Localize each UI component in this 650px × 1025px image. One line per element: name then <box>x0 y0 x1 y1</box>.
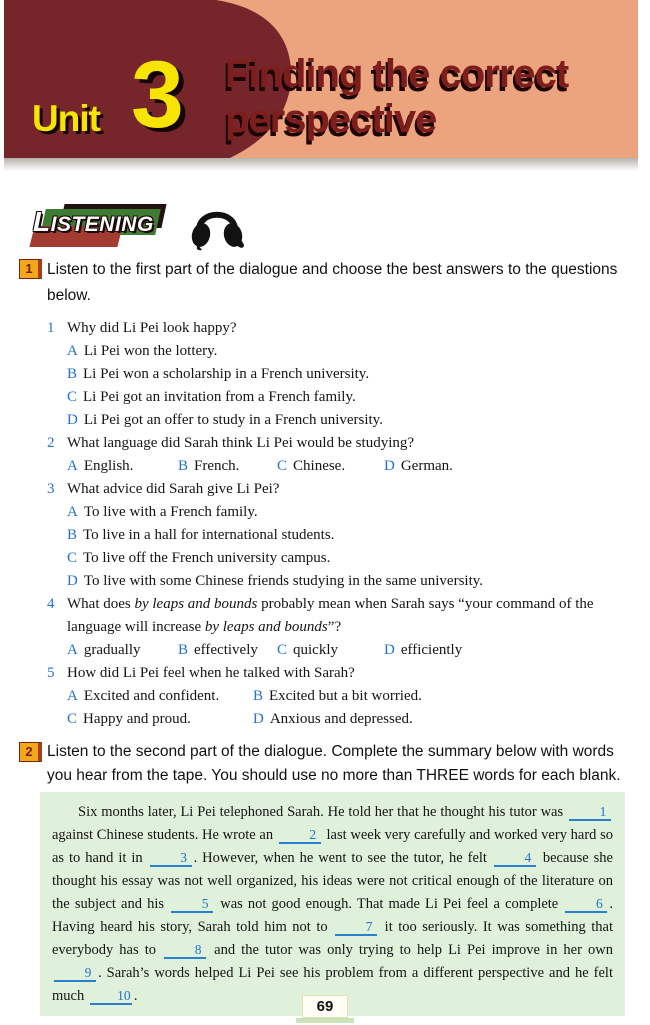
header-wrap <box>0 0 650 158</box>
option-text: Li Pei got an offer to study in a French university. <box>83 412 383 428</box>
option-4-B <box>178 639 277 662</box>
section-2 <box>25 740 630 788</box>
question-text <box>67 432 630 455</box>
option-letter: B <box>67 366 78 382</box>
option-text: Excited but a bit worried. <box>269 688 422 704</box>
question-2 <box>47 432 630 478</box>
option-text: Li Pei got an invitation from a French family. <box>83 389 356 405</box>
question-number: 3 <box>47 481 55 497</box>
italic-phrase: by leaps and bounds <box>204 619 328 635</box>
page-number: 69 <box>302 995 348 1018</box>
option-text: Chinese. <box>293 458 346 474</box>
page-footer <box>0 995 650 1023</box>
option-letter: D <box>384 458 395 474</box>
option-5-D <box>253 708 630 731</box>
option-letter: C <box>67 389 78 405</box>
option-text: gradually <box>83 642 141 658</box>
answer-blank-3: 3 <box>150 851 192 867</box>
text-segment: because she thought his essay was not well organized, his ideas were not critical enough of the literature on the subject and his <box>52 850 613 912</box>
summary-paragraph <box>52 801 613 1008</box>
unit-header <box>4 0 638 158</box>
question-text <box>67 662 630 685</box>
text-segment: What language did Sarah think Li Pei would be studying? <box>67 435 415 451</box>
option-letter: A <box>67 458 78 474</box>
option-5-A <box>67 685 253 708</box>
section-1-instruction: Listen to the first part of the dialogue and choose the best answers to the questions below. <box>47 261 618 304</box>
option-text: French. <box>194 458 240 474</box>
option-5-B <box>253 685 630 708</box>
section-1-badge: 1 <box>19 259 42 279</box>
option-4-D <box>384 639 462 662</box>
option-text: To live with some Chinese friends studying in the same university. <box>83 573 484 589</box>
option-letter: C <box>277 458 288 474</box>
listening-banner-row <box>30 203 650 251</box>
option-4-C <box>277 639 384 662</box>
text-segment: What does <box>67 596 135 612</box>
question-head <box>47 317 630 340</box>
headphones-icon <box>190 202 244 252</box>
text-segment: . However, when he went to see the tutor, he felt <box>193 850 492 866</box>
text-segment: Six months later, Li Pei telephoned Sarah. He told her that he thought his tutor was <box>78 804 567 820</box>
option-text: Li Pei won a scholarship in a French university. <box>83 366 370 382</box>
answer-blank-5: 5 <box>171 897 213 913</box>
listening-banner <box>30 204 170 250</box>
option-letter: D <box>253 711 264 727</box>
option-text: To live with a French family. <box>83 504 258 520</box>
option-text: Li Pei won the lottery. <box>83 343 218 359</box>
answer-blank-10: 10 <box>90 989 132 1005</box>
option-text: To live off the French university campus. <box>83 550 331 566</box>
option-5-C <box>67 708 253 731</box>
option-letter: C <box>67 711 78 727</box>
unit-title-line1: Finding the correct <box>225 52 569 96</box>
question-number: 4 <box>47 596 55 612</box>
question-head <box>47 662 630 685</box>
text-segment: . Having heard his story, Sarah told him not to <box>52 896 613 935</box>
option-letter: D <box>67 573 78 589</box>
section-1 <box>25 257 630 731</box>
option-1-B <box>67 363 630 386</box>
question-number: 2 <box>47 435 55 451</box>
question-1 <box>47 317 630 432</box>
question-text <box>67 317 630 340</box>
unit-title <box>225 52 568 142</box>
text-segment: against Chinese students. He wrote an <box>52 827 277 843</box>
answer-blank-6: 6 <box>565 897 607 913</box>
option-letter: A <box>67 642 78 658</box>
listening-label: LISTENING <box>33 206 154 237</box>
options-group <box>67 501 630 593</box>
text-segment: What advice did Sarah give Li Pei? <box>67 481 280 497</box>
option-1-C <box>67 386 630 409</box>
question-head <box>47 478 630 501</box>
questions-list <box>47 317 630 731</box>
header-shadow <box>4 158 638 171</box>
text-segment: . <box>133 988 138 1004</box>
options-group <box>67 685 630 731</box>
option-letter: B <box>178 642 189 658</box>
answer-blank-9: 9 <box>54 966 96 982</box>
answer-blank-1: 1 <box>569 805 611 821</box>
option-1-A <box>67 340 630 363</box>
answer-blank-8: 8 <box>164 943 206 959</box>
option-letter: B <box>253 688 264 704</box>
option-text: Happy and proud. <box>83 711 191 727</box>
answer-blank-4: 4 <box>494 851 536 867</box>
option-text: Anxious and depressed. <box>269 711 413 727</box>
question-3 <box>47 478 630 593</box>
page-number-strip <box>296 1018 354 1023</box>
question-5 <box>47 662 630 731</box>
option-text: German. <box>400 458 453 474</box>
option-letter: A <box>67 688 78 704</box>
question-head <box>47 593 630 639</box>
answer-blank-2: 2 <box>279 828 321 844</box>
options-group <box>67 340 630 432</box>
option-text: quickly <box>293 642 339 658</box>
text-segment: was not good enough. That made Li Pei feel a complete <box>215 896 564 912</box>
option-1-D <box>67 409 630 432</box>
option-letter: D <box>384 642 395 658</box>
question-text <box>67 478 630 501</box>
option-2-B <box>178 455 277 478</box>
option-3-A <box>67 501 630 524</box>
text-segment: last week very carefully and worked very hard so as to hand it in <box>52 827 614 866</box>
option-text: To live in a hall for international students. <box>83 527 335 543</box>
option-letter: C <box>67 550 78 566</box>
unit-label: Unit <box>32 98 100 139</box>
option-letter: D <box>67 412 78 428</box>
question-text <box>67 593 630 639</box>
options-group <box>67 455 630 478</box>
text-segment: How did Li Pei feel when he talked with Sarah? <box>67 665 355 681</box>
option-text: effectively <box>194 642 258 658</box>
text-segment: Why did Li Pei look happy? <box>67 320 237 336</box>
section-2-badge: 2 <box>19 742 42 762</box>
text-segment: probably mean when Sarah says “your command of the language will increase <box>67 596 594 635</box>
section-2-instruction: Listen to the second part of the dialogue. Complete the summary below with words you hear from the tape. You should use no more than THREE words for each blank. <box>47 743 621 784</box>
option-2-C <box>277 455 384 478</box>
italic-phrase: by leaps and bounds <box>134 596 258 612</box>
option-text: English. <box>83 458 134 474</box>
option-3-B <box>67 524 630 547</box>
question-head <box>47 432 630 455</box>
option-text: efficiently <box>400 642 463 658</box>
option-letter: B <box>178 458 189 474</box>
question-number: 5 <box>47 665 55 681</box>
question-number: 1 <box>47 320 55 336</box>
option-2-D <box>384 455 453 478</box>
summary-box <box>40 792 625 1016</box>
text-segment: . Sarah’s words helped Li Pei see his problem from a different perspective and he felt much <box>52 965 613 1004</box>
answer-blank-7: 7 <box>335 920 377 936</box>
option-text: Excited and confident. <box>83 688 220 704</box>
unit-title-line2: perspective <box>225 97 437 141</box>
text-segment: it too seriously. It was something that everybody has to <box>52 919 613 958</box>
option-3-D <box>67 570 630 593</box>
option-letter: C <box>277 642 288 658</box>
unit-number: 3 <box>131 42 184 148</box>
option-2-A <box>67 455 178 478</box>
option-3-C <box>67 547 630 570</box>
option-letter: B <box>67 527 78 543</box>
question-4 <box>47 593 630 662</box>
text-segment: and the tutor was only trying to help Li Pei improve in her own <box>208 942 613 958</box>
text-segment: ”? <box>327 619 342 635</box>
option-4-A <box>67 639 178 662</box>
options-group <box>67 639 630 662</box>
option-letter: A <box>67 343 78 359</box>
option-letter: A <box>67 504 78 520</box>
